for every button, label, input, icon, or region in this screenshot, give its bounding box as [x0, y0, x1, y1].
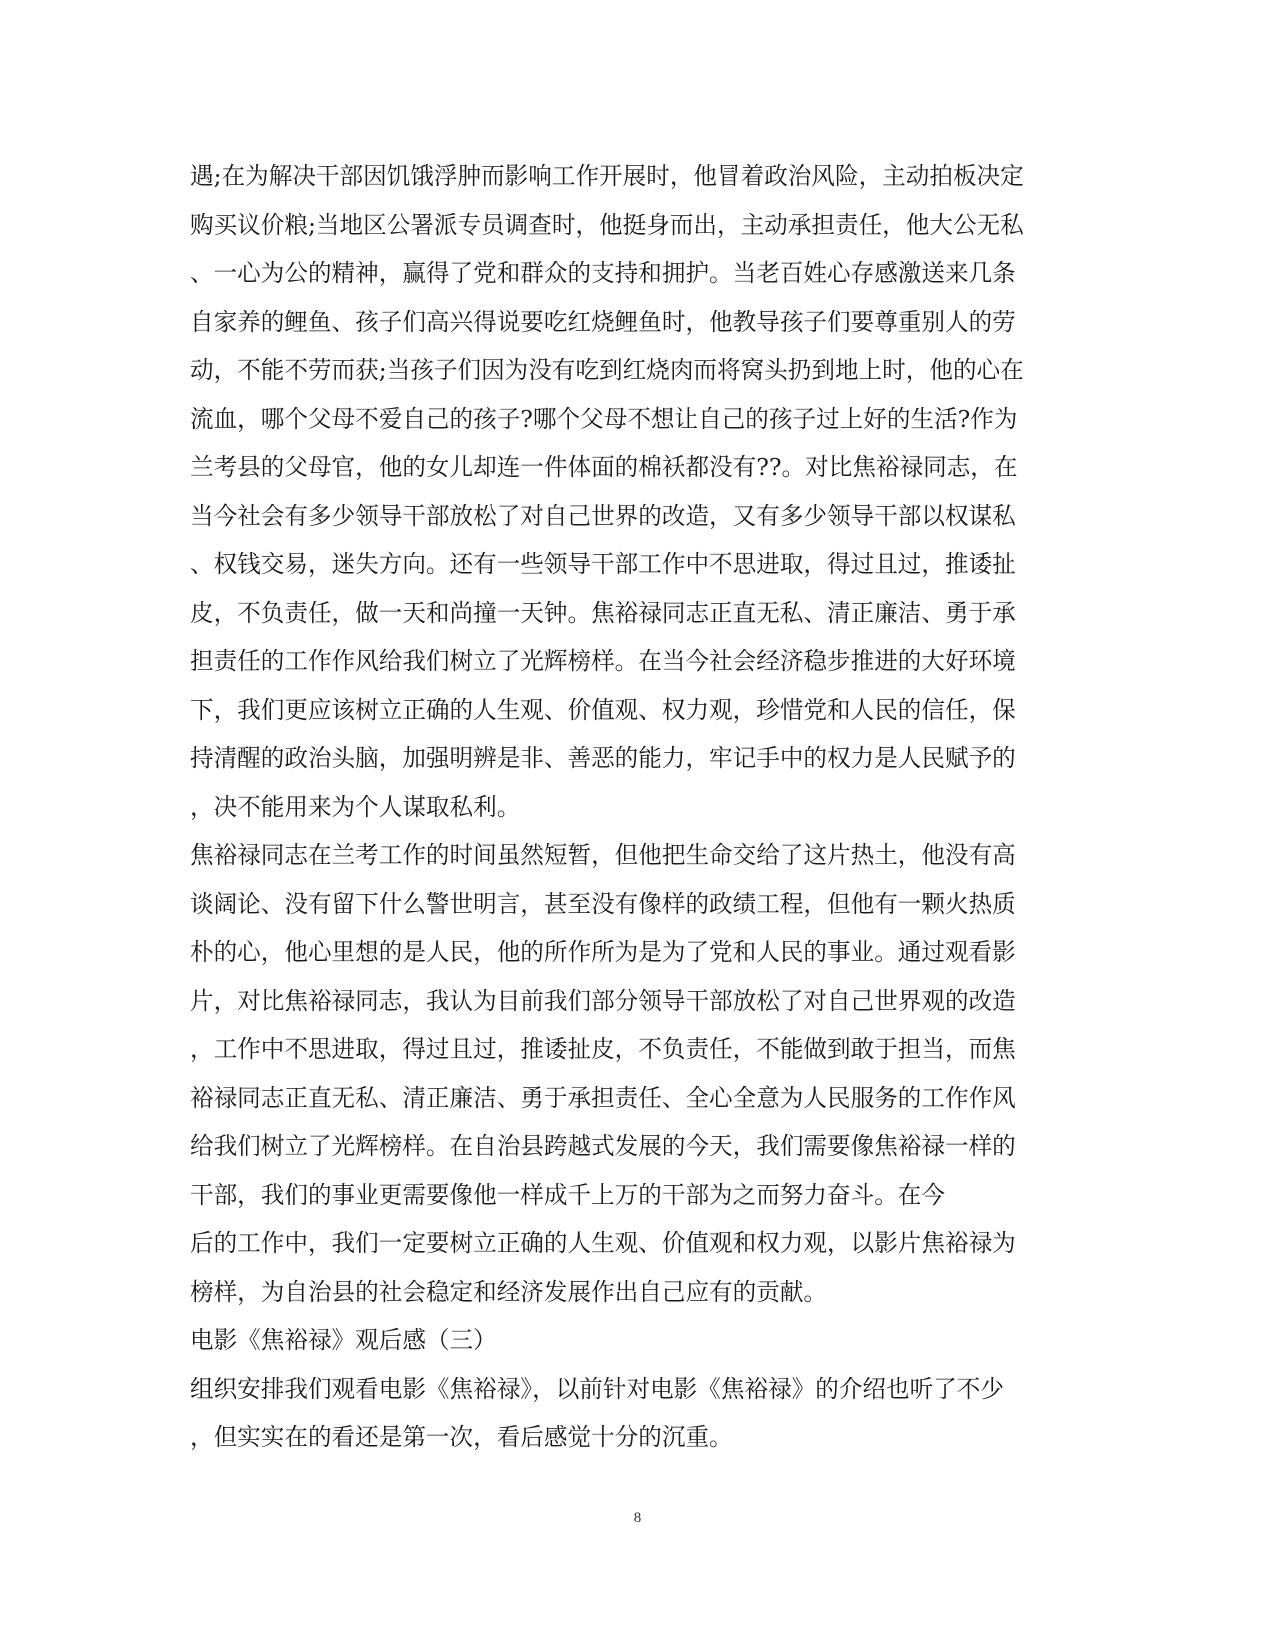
text-line: 购买议价粮;当地区公署派专员调查时，他挺身而出，主动承担责任，他大公无私 [190, 210, 1024, 239]
text-line: 片，对比焦裕禄同志，我认为目前我们部分领导干部放松了对自己世界观的改造 [190, 986, 1016, 1015]
section-heading: 电影《焦裕禄》观后感（三） [190, 1326, 497, 1354]
text-line: 皮，不负责任，做一天和尚撞一天钟。焦裕禄同志正直无私、清正廉洁、勇于承 [190, 598, 1016, 627]
text-line: 裕禄同志正直无私、清正廉洁、勇于承担责任、全心全意为人民服务的工作作风 [190, 1083, 1016, 1112]
text-line: 动，不能不劳而获;当孩子们因为没有吃到红烧肉而将窝头扔到地上时，他的心在 [190, 356, 1024, 384]
text-line: 干部，我们的事业更需要像他一样成千上万的干部为之而努力奋斗。在今 [190, 1180, 945, 1209]
text-line: ，工作中不思进取，得过且过，推诿扯皮，不负责任，不能做到敢于担当，而焦 [190, 1035, 1016, 1063]
text-line: 、权钱交易，迷失方向。还有一些领导干部工作中不思进取，得过且过，推诿扯 [190, 550, 1016, 578]
text-line: 流血，哪个父母不爱自己的孩子?哪个父母不想让自己的孩子过上好的生活?作为 [190, 404, 1018, 433]
page-number: 8 [633, 1510, 642, 1526]
text-line: 兰考县的父母官，他的女儿却连一件体面的棉袄都没有??。对比焦裕禄同志，在 [190, 453, 1018, 481]
text-line: 当今社会有多少领导干部放松了对自己世界的改造，又有多少领导干部以权谋私 [190, 501, 1016, 530]
text-line: 焦裕禄同志在兰考工作的时间虽然短暂，但他把生命交给了这片热土，他没有高 [190, 841, 1016, 869]
text-line: 谈阔论、没有留下什么警世明言，甚至没有像样的政绩工程，但他有一颗火热质 [190, 889, 1016, 918]
text-line: 担责任的工作作风给我们树立了光辉榜样。在当今社会经济稳步推进的大好环境 [190, 647, 1016, 675]
text-line: 持清醒的政治头脑，加强明辨是非、善恶的能力，牢记手中的权力是人民赋予的 [190, 744, 1016, 772]
text-line: 下，我们更应该树立正确的人生观、价值观、权力观，珍惜党和人民的信任，保 [190, 695, 1016, 724]
text-line: 组织安排我们观看电影《焦裕禄》，以前针对电影《焦裕禄》的介绍也听了不少 [190, 1374, 1004, 1403]
body-text [190, 152, 1070, 1462]
text-line: 给我们树立了光辉榜样。在自治县跨越式发展的今天，我们需要像焦裕禄一样的 [190, 1132, 1016, 1160]
text-line: 榜样，为自治县的社会稳定和经济发展作出自己应有的贡献。 [190, 1277, 828, 1306]
text-line: ，决不能用来为个人谋取私利。 [190, 792, 521, 821]
text-line: ，但实实在的看还是第一次，看后感觉十分的沉重。 [190, 1423, 733, 1451]
text-line: 后的工作中，我们一定要树立正确的人生观、价值观和权力观，以影片焦裕禄为 [190, 1229, 1016, 1257]
text-line: 、一心为公的精神，赢得了党和群众的支持和拥护。当老百姓心存感激送来几条 [190, 259, 1016, 287]
text-line: 遇;在为解决干部因饥饿浮肿而影响工作开展时，他冒着政治风险，主动拍板决定 [190, 162, 1024, 190]
text-line: 朴的心，他心里想的是人民，他的所作所为是为了党和人民的事业。通过观看影 [190, 938, 1016, 966]
text-line: 自家养的鲤鱼、孩子们高兴得说要吃红烧鲤鱼时，他教导孩子们要尊重别人的劳 [190, 307, 1016, 336]
